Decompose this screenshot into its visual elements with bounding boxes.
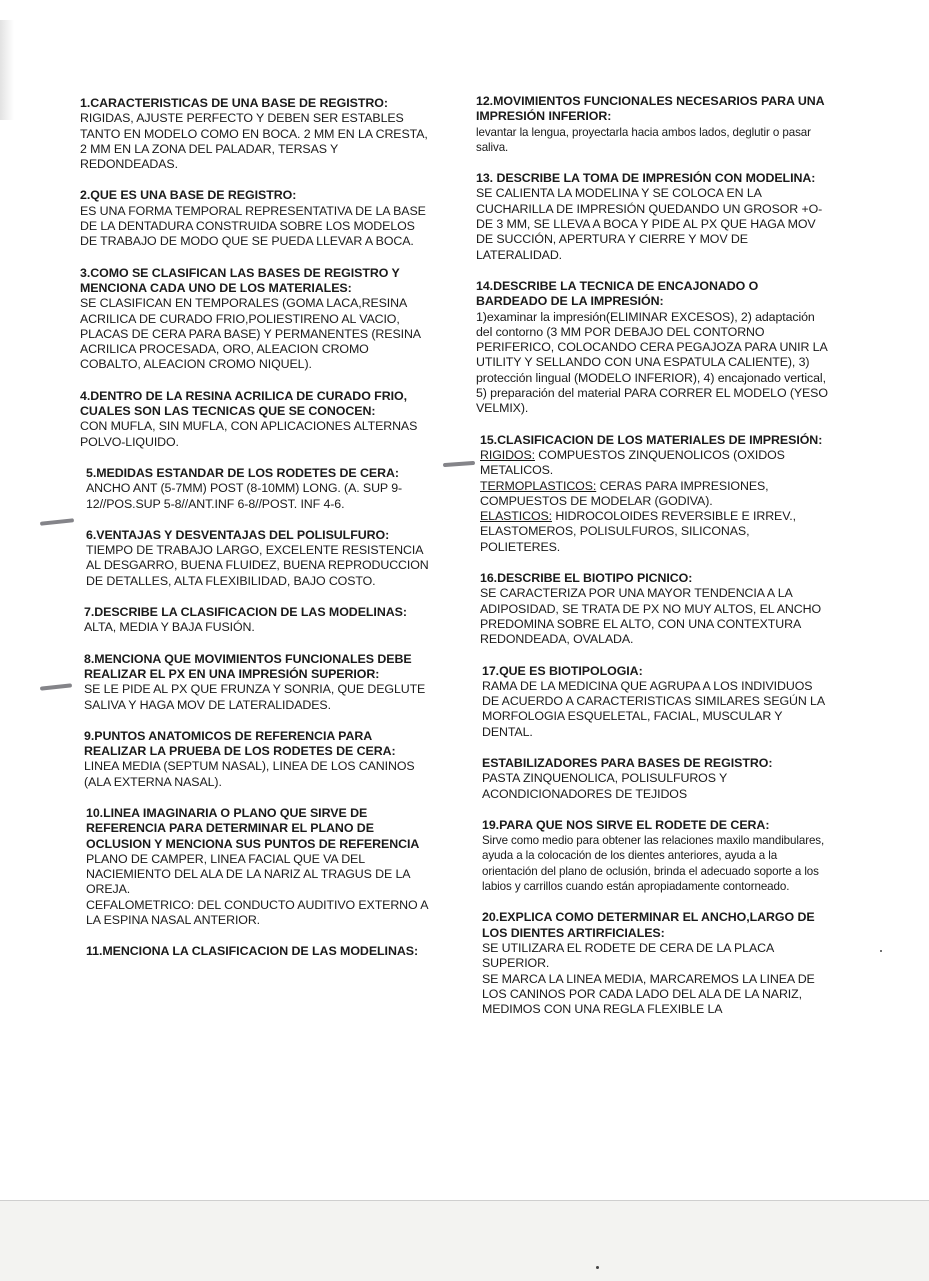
answer-text: SE UTILIZARA EL RODETE DE CERA DE LA PLACA SUPERIOR. [482, 940, 774, 971]
question-12 [476, 94, 828, 155]
right-column [476, 94, 828, 1033]
question-heading: 16.DESCRIBE EL BIOTIPO PICNICO: [480, 571, 693, 586]
question-heading: 1.CARACTERISTICAS DE UNA BASE DE REGISTRO: [80, 96, 388, 110]
answer-text: SE LE PIDE AL PX QUE FRUNZA Y SONRIA, QUE DEGLUTE SALIVA Y HAGA MOV DE LATERALIDADES. [84, 682, 426, 712]
question-heading: 5.MEDIDAS ESTANDAR DE LOS RODETES DE CERA: [86, 465, 399, 480]
answer-text: ES UNA FORMA TEMPORAL REPRESENTATIVA DE LA BASE DE LA DENTADURA CONSTRUIDA SOBRE LOS MODELOS DE TRABAJO DE MODO QUE SE PUEDA LLEVAR A BOCA. [80, 203, 426, 249]
question-heading: ESTABILIZADORES PARA BASES DE REGISTRO: [482, 755, 773, 770]
question-16 [476, 571, 828, 647]
answer-text: CON MUFLA, SIN MUFLA, CON APLICACIONES ALTERNAS POLVO-LIQUIDO. [80, 419, 418, 449]
answer-text: ALTA, MEDIA Y BAJA FUSIÓN. [84, 620, 255, 635]
question-9 [80, 729, 432, 790]
answer-text: PASTA ZINQUENOLICA, POLISULFUROS Y ACONDICIONADORES DE TEJIDOS [482, 771, 727, 801]
question-18 [476, 756, 828, 802]
answer-text: SE MARCA LA LINEA MEDIA, MARCAREMOS LA LINEA DE LOS CANINOS POR CADA LADO DEL ALA DE LA NARIZ, MEDIMOS CON UNA REGLA FLEXIBLE LA [482, 971, 815, 1017]
question-2 [80, 188, 432, 249]
question-5 [80, 466, 432, 512]
category-text: HIDROCOLOIDES REVERSIBLE E IRREV., ELASTOMEROS, POLISULFUROS, SILICONAS, POLIETERES. [480, 509, 796, 554]
answer-text: SE CARACTERIZA POR UNA MAYOR TENDENCIA A LA ADIPOSIDAD, SE TRATA DE PX NO MUY ALTOS, EL ANCHO PREDOMINA SOBRE EL ALTO, CON UNA CONTEXTURA REDONDEADA, OVALADA. [480, 586, 821, 647]
question-heading: 3.COMO SE CLASIFICAN LAS BASES DE REGISTRO Y MENCIONA CADA UNO DE LOS MATERIALES: [80, 265, 400, 295]
question-heading: 12.MOVIMIENTOS FUNCIONALES NECESARIOS PARA UNA IMPRESIÓN INFERIOR: [476, 94, 825, 124]
question-4 [80, 389, 432, 450]
question-heading: 7.DESCRIBE LA CLASIFICACION DE LAS MODELINAS: [84, 605, 407, 620]
left-column [80, 96, 432, 976]
question-heading: 14.DESCRIBE LA TECNICA DE ENCAJONADO O BARDEADO DE LA IMPRESIÓN: [476, 278, 759, 309]
answer-text: RAMA DE LA MEDICINA QUE AGRUPA A LOS INDIVIDUOS DE ACUERDO A CARACTERISTICAS SIMILARES SEGÚN LA MORFOLOGIA ESQUELETAL, FACIAL, MUSCULAR Y DENTAL. [482, 678, 825, 739]
question-heading: 15.CLASIFICACION DE LOS MATERIALES DE IMPRESIÓN: [480, 432, 823, 447]
question-10 [80, 806, 432, 928]
answer-text: SE CLASIFICAN EN TEMPORALES (GOMA LACA,RESINA ACRILICA DE CURADO FRIO,POLIESTIRENO AL VACIO, PLACAS DE CERA PARA BASE) Y PERMANENTES (RESINA ACRILICA PROCESADA, ORO, ALEACION CROMO COBALTO, ALEACION CROMO NIQUEL). [80, 296, 421, 372]
question-heading: 10.LINEA IMAGINARIA O PLANO QUE SIRVE DE REFERENCIA PARA DETERMINAR EL PLANO DE OCLUSION Y MENCIONA SUS PUNTOS DE REFERENCIA [86, 805, 420, 851]
answer-text: ANCHO ANT (5-7MM) POST (8-10MM) LONG. (A. SUP 9-12//POS.SUP 5-8//ANT.INF 6-8//POST. INF 4-6. [86, 481, 403, 511]
question-heading: 11.MENCIONA LA CLASIFICACION DE LAS MODELINAS: [86, 944, 419, 959]
scan-bottom-margin [0, 1200, 929, 1281]
category-text: COMPUESTOS ZINQUENOLICOS (OXIDOS METALICOS. [480, 447, 785, 478]
answer-text [480, 448, 828, 555]
question-20 [476, 910, 828, 1017]
question-14 [476, 279, 828, 417]
question-19 [476, 818, 828, 894]
answer-text: TIEMPO DE TRABAJO LARGO, EXCELENTE RESISTENCIA AL DESGARRO, BUENA FLUIDEZ, BUENA REPRODUCCION DE DETALLES, ALTA FLEXIBILIDAD, BAJO COSTO. [86, 543, 429, 588]
question-heading: 17.QUE ES BIOTIPOLOGIA: [482, 663, 643, 678]
category-text: CERAS PARA IMPRESIONES, COMPUESTOS DE MODELAR (GODIVA). [480, 478, 769, 508]
category-label: ELASTICOS: [480, 509, 552, 524]
question-heading: 20.EXPLICA COMO DETERMINAR EL ANCHO,LARGO DE LOS DIENTES ARTIRFICIALES: [482, 910, 815, 940]
question-heading: 4.DENTRO DE LA RESINA ACRILICA DE CURADO FRIO, CUALES SON LAS TECNICAS QUE SE CONOCEN: [80, 388, 407, 419]
question-heading: 2.QUE ES UNA BASE DE REGISTRO: [80, 188, 297, 203]
question-8 [80, 652, 432, 713]
question-11 [80, 944, 432, 959]
question-heading: 9.PUNTOS ANATOMICOS DE REFERENCIA PARA REALIZAR LA PRUEBA DE LOS RODETES DE CERA: [84, 728, 396, 759]
category-label: RIGIDOS: [480, 447, 535, 462]
question-13 [476, 171, 828, 263]
question-7 [80, 605, 432, 636]
answer-text: LINEA MEDIA (SEPTUM NASAL), LINEA DE LOS CANINOS (ALA EXTERNA NASAL). [84, 759, 415, 789]
question-heading: 6.VENTAJAS Y DESVENTAJAS DEL POLISULFURO: [86, 527, 390, 542]
question-17 [476, 664, 828, 740]
answer-text: Sirve como medio para obtener las relaciones maxilo mandibulares, ayuda a la colocación de los dientes anteriores, ayuda a la orientación del plano de oclusión, brinda el adecuado soporte a los labios y carrillos cuando están apropiadamente contorneado. [482, 834, 825, 894]
category-label: TERMOPLASTICOS: [480, 478, 597, 493]
question-1 [80, 96, 432, 172]
question-heading: 13. DESCRIBE LA TOMA DE IMPRESIÓN CON MODELINA: [476, 171, 816, 186]
question-6 [80, 528, 432, 589]
question-heading: 8.MENCIONA QUE MOVIMIENTOS FUNCIONALES DEBE REALIZAR EL PX EN UNA IMPRESIÓN SUPERIOR: [84, 651, 412, 681]
answer-text: CEFALOMETRICO: DEL CONDUCTO AUDITIVO EXTERNO A LA ESPINA NASAL ANTERIOR. [86, 897, 428, 928]
question-3 [80, 266, 432, 373]
scan-speck [880, 950, 882, 952]
answer-text: 1)examinar la impresión(ELIMINAR EXCESOS), 2) adaptación del contorno (3 MM POR DEBAJO DEL CONTORNO PERIFERICO, COLOCANDO CERA PEGAJOZA PARA UNIR LA UTILITY Y SELLANDO CON UNA ESPATULA CALIENTE), 3) protección lingual (MODELO INFERIOR), 4) encajonado vertical, 5) preparación del material PARA CORRER EL MODELO (YESO VELMIX). [476, 309, 828, 416]
answer-text: RIGIDAS, AJUSTE PERFECTO Y DEBEN SER ESTABLES TANTO EN MODELO COMO EN BOCA. 2 MM EN LA CRESTA, 2 MM EN LA ZONA DEL PALADAR, TERSAS Y REDONDEADAS. [80, 111, 428, 172]
question-15 [476, 433, 828, 555]
scan-edge-shadow [0, 20, 14, 120]
scan-speck [596, 1266, 599, 1269]
answer-text: PLANO DE CAMPER, LINEA FACIAL QUE VA DEL NACIEMIENTO DEL ALA DE LA NARIZ AL TRAGUS DE LA OREJA. [86, 851, 410, 897]
answer-text: SE CALIENTA LA MODELINA Y SE COLOCA EN LA CUCHARILLA DE IMPRESIÓN QUEDANDO UN GROSOR +O- DE 3 MM, SE LLEVA A BOCA Y PIDE AL PX QUE HAGA MOV DE SUCCIÓN, APERTURA Y CIERRE Y MOV DE LATERALIDAD. [476, 186, 823, 262]
question-heading: 19.PARA QUE NOS SIRVE EL RODETE DE CERA: [482, 817, 770, 832]
answer-text: levantar la lengua, proyectarla hacia ambos lados, deglutir o pasar saliva. [476, 125, 811, 154]
